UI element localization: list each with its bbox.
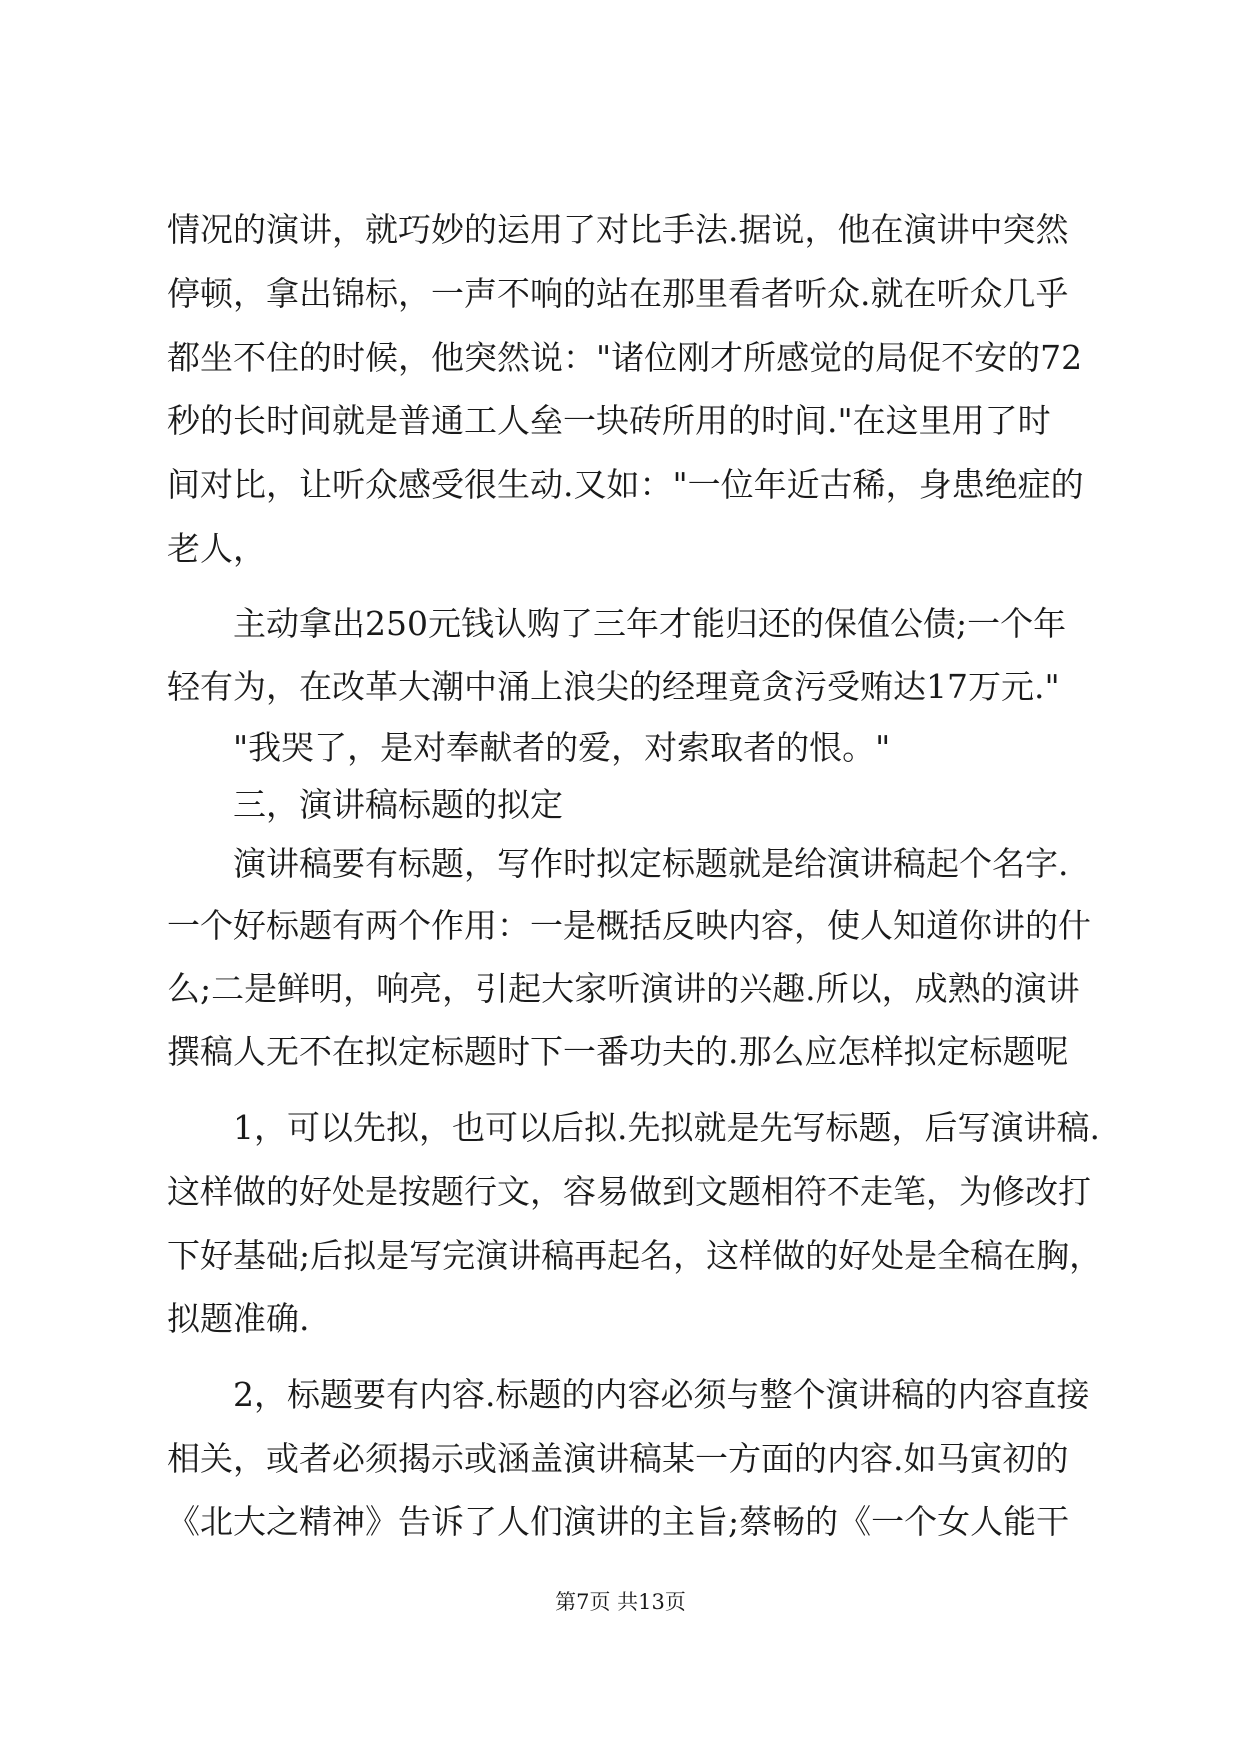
body-line: 《北大之精神》告诉了人们演讲的主旨;蔡畅的《一个女人能干 [167, 1502, 1070, 1541]
body-line: 相关，或者必须揭示或涵盖演讲稿某一方面的内容.如马寅初的 [167, 1439, 1069, 1478]
body-line: 停顿，拿出锦标，一声不响的站在那里看者听众.就在听众几乎 [167, 274, 1069, 313]
section-heading: 三，演讲稿标题的拟定 [233, 785, 563, 824]
body-line: 这样做的好处是按题行文，容易做到文题相符不走笔，为修改打 [167, 1172, 1091, 1211]
body-line: "我哭了，是对奉献者的爱，对索取者的恨。" [233, 728, 891, 767]
body-line: 秒的长时间就是普通工人垒一块砖所用的时间."在这里用了时 [167, 401, 1051, 440]
body-line: 么;二是鲜明，响亮，引起大家听演讲的兴趣.所以，成熟的演讲 [167, 969, 1080, 1008]
body-line: 2，标题要有内容.标题的内容必须与整个演讲稿的内容直接 [233, 1375, 1090, 1414]
body-line: 一个好标题有两个作用：一是概括反映内容，使人知道你讲的什 [167, 906, 1091, 945]
page-number-footer: 第7页 共13页 [555, 1590, 686, 1614]
body-line: 撰稿人无不在拟定标题时下一番功夫的.那么应怎样拟定标题呢 [167, 1032, 1069, 1071]
body-line: 演讲稿要有标题，写作时拟定标题就是给演讲稿起个名字. [233, 844, 1069, 883]
body-line: 拟题准确. [167, 1299, 310, 1338]
body-line: 主动拿出250元钱认购了三年才能归还的保值公债;一个年 [233, 604, 1067, 643]
body-line: 1，可以先拟，也可以后拟.先拟就是先写标题，后写演讲稿. [233, 1108, 1100, 1147]
body-line: 都坐不住的时候，他突然说："诸位刚才所感觉的局促不安的72 [167, 338, 1083, 377]
body-line: 老人， [167, 529, 266, 568]
body-line: 情况的演讲，就巧妙的运用了对比手法.据说，他在演讲中突然 [167, 210, 1069, 249]
body-line: 下好基础;后拟是写完演讲稿再起名，这样做的好处是全稿在胸， [167, 1236, 1103, 1275]
body-line: 轻有为，在改革大潮中涌上浪尖的经理竟贪污受贿达17万元." [167, 667, 1060, 706]
body-line: 间对比，让听众感受很生动.又如："一位年近古稀，身患绝症的 [167, 465, 1084, 504]
